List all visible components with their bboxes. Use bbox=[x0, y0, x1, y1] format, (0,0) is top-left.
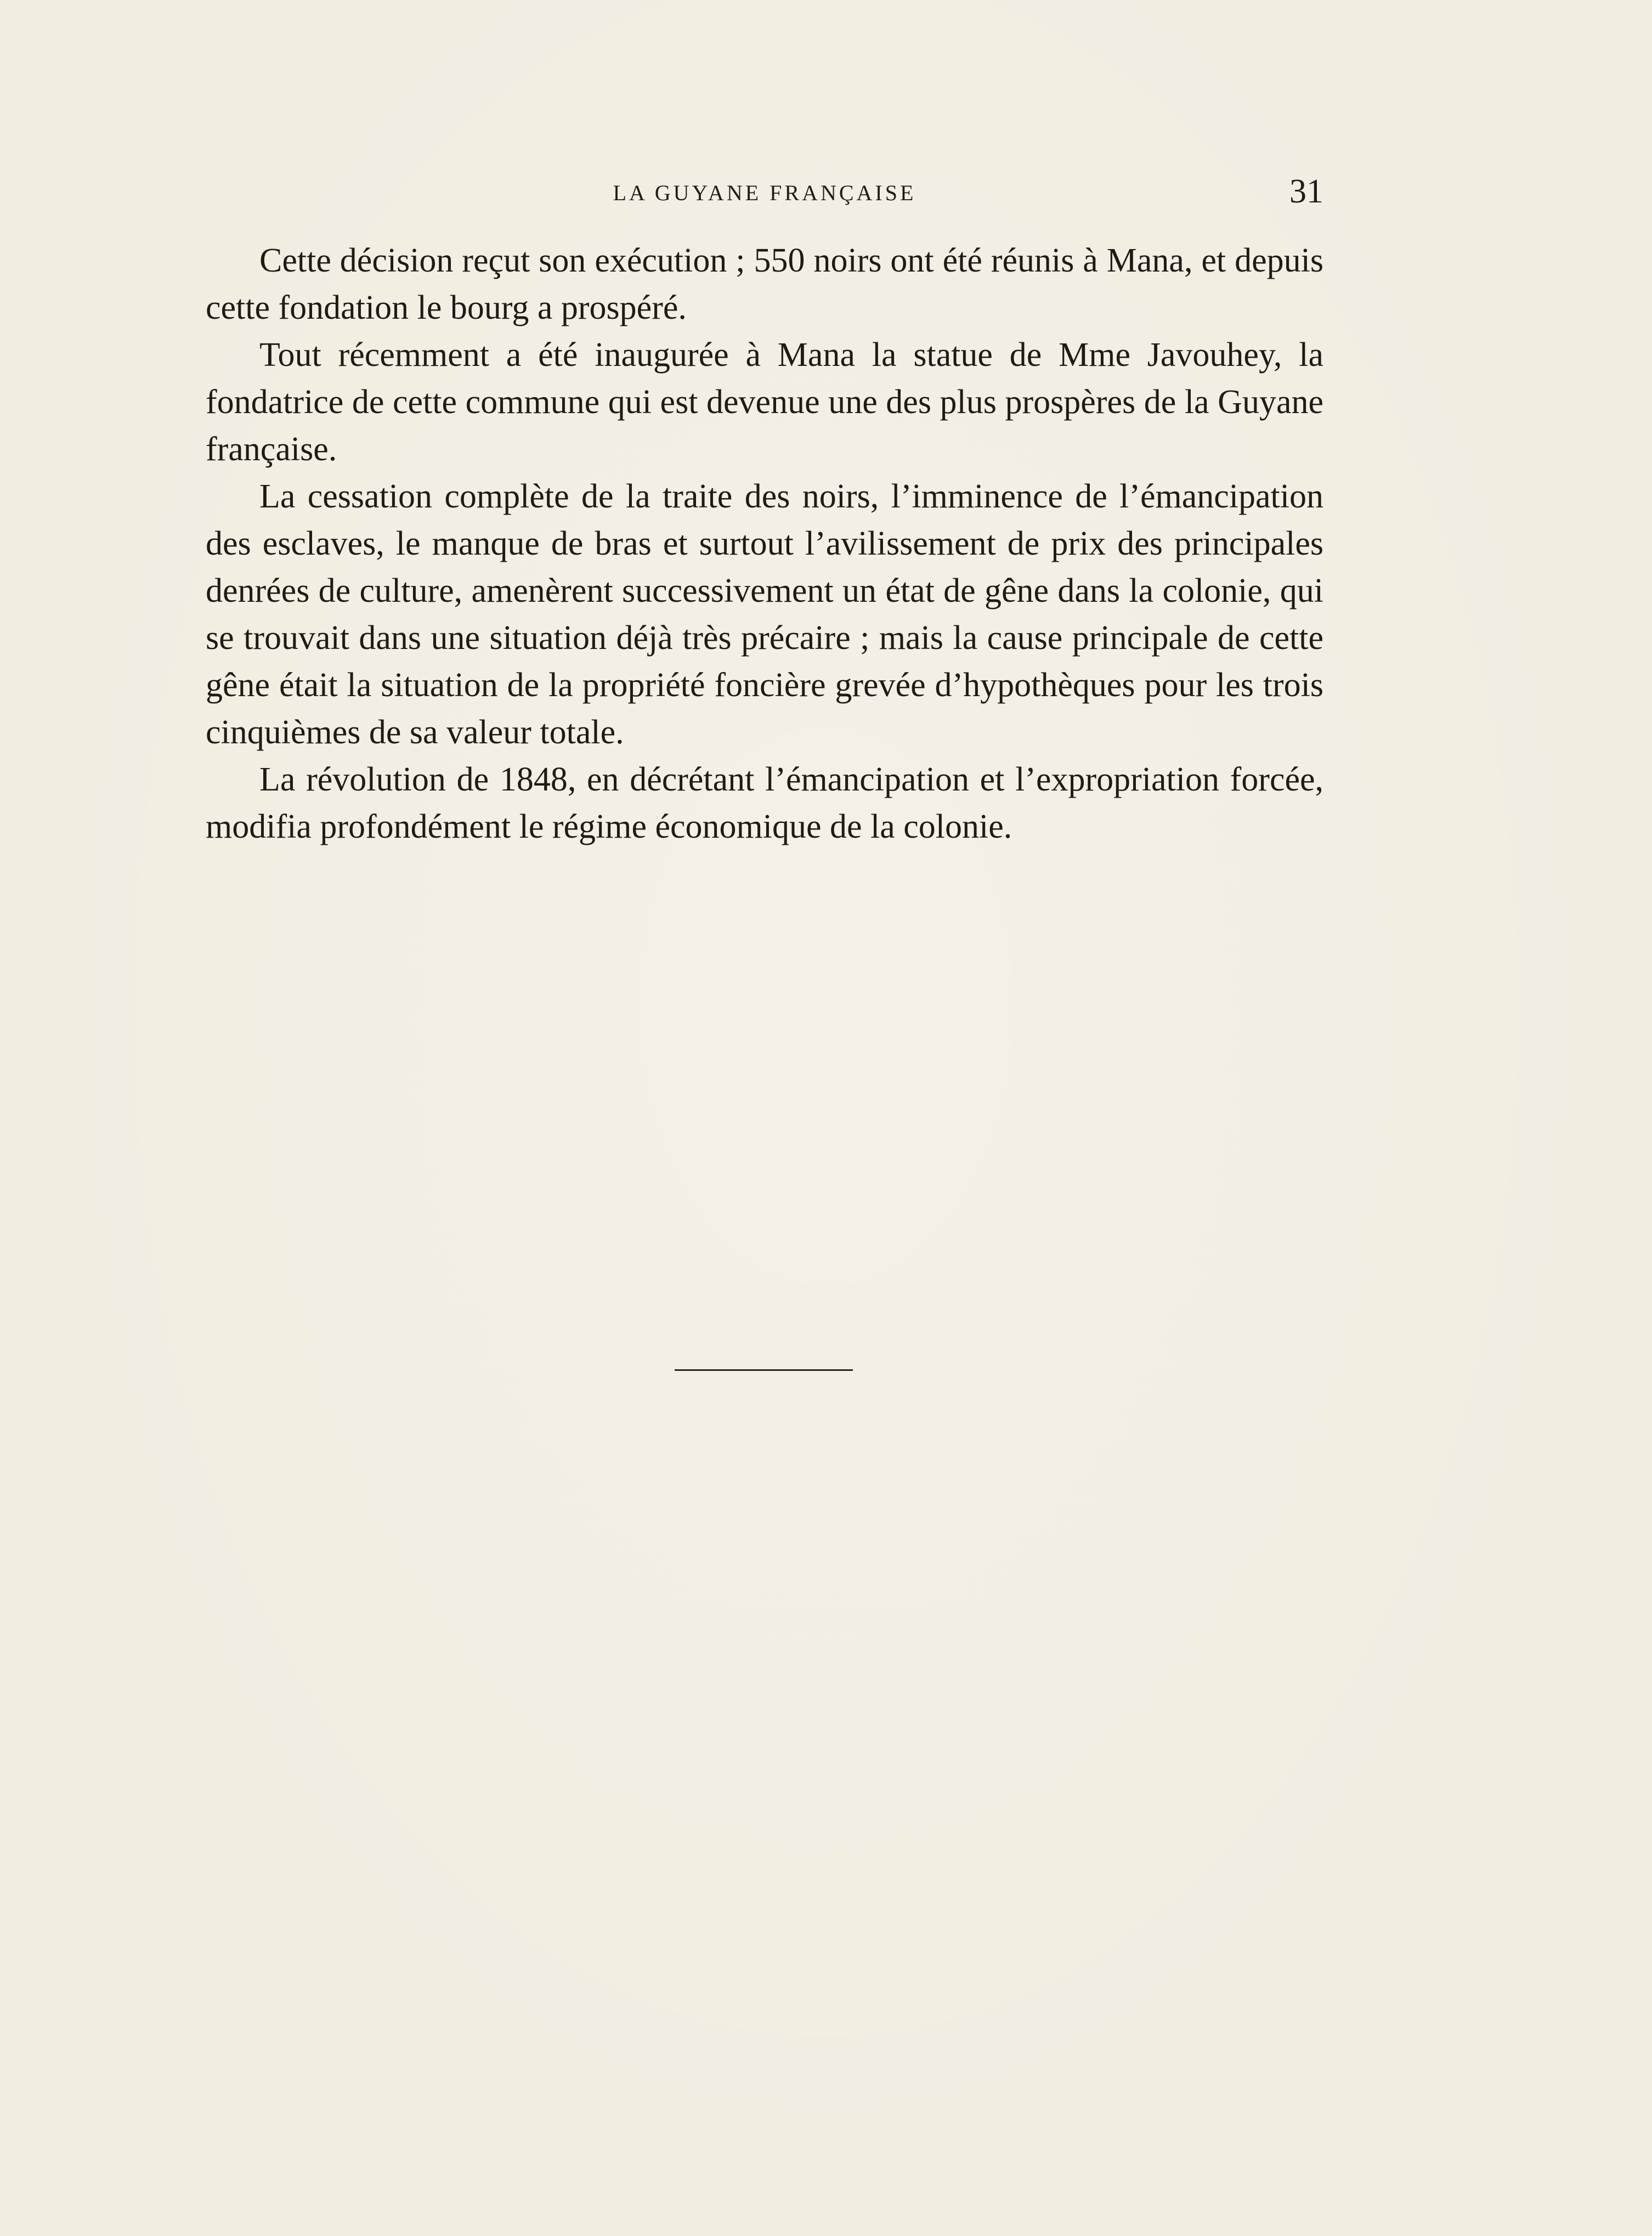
paragraph: Tout récemment a été inaugurée à Mana la statue de Mme Javouhey, la fondatrice de cette commune qui est devenue une des plus prospères de la Guyane française. bbox=[206, 336, 1323, 468]
section-end-rule bbox=[675, 1369, 853, 1371]
paragraph: La cessation complète de la traite des noirs, l’imminence de l’émancipation des esclaves, le manque de bras et surtout l’avilissement de prix des principales denrées de culture, amenèrent successivement un état de gêne dans la colonie, qui se trouvait dans une situation déjà très précaire ; mais la cause principale de cette gêne était la situation de la propriété foncière grevée d’hypothèques pour les trois cinquièmes de sa valeur totale. bbox=[206, 478, 1323, 751]
running-title: LA GUYANE FRANÇAISE bbox=[613, 180, 916, 205]
paragraph: Cette décision reçut son exécution ; 550 noirs ont été réunis à Mana, et depuis cette fondation le bourg a prospéré. bbox=[206, 242, 1323, 326]
paragraph: La révolution de 1848, en décrétant l’émancipation et l’expropriation forcée, modifia profondément le régime économique de la colonie. bbox=[206, 761, 1323, 845]
running-head bbox=[206, 173, 1323, 210]
page-number: 31 bbox=[1289, 173, 1323, 210]
text-block bbox=[206, 237, 1323, 850]
